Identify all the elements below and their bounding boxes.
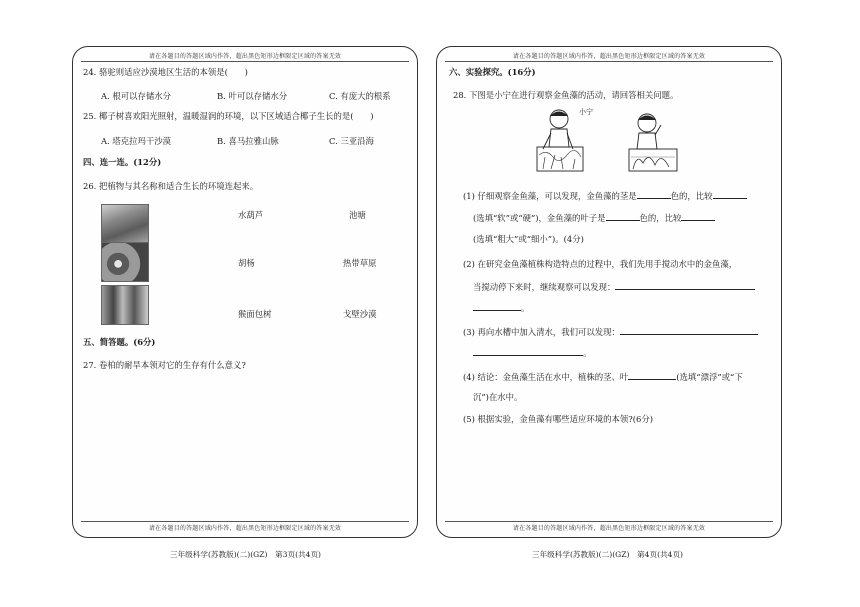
p4-line1 <box>463 371 743 383</box>
question-25-stem: 25. 椰子树喜欢阳光照射，温暖湿润的环境，以下区域适合椰子生长的是( ) <box>83 111 374 121</box>
blank-float-or-sink[interactable] <box>628 371 676 380</box>
desert-photo <box>101 204 149 244</box>
blank-observation-3a[interactable] <box>620 326 758 335</box>
p2-line3 <box>473 302 529 314</box>
p5-line1: (5) 根据实验，金鱼藻有哪些适应环境的本领?(6分) <box>463 414 654 424</box>
p1-line2-text-b: 色的，比较 <box>639 213 682 223</box>
question-24-option-a: A. 根可以存储水分 <box>101 91 171 101</box>
plant-name-1: 水葫芦 <box>238 210 264 220</box>
p2-line3-text: 。 <box>521 303 530 313</box>
blank-stem-hardness[interactable] <box>713 190 747 199</box>
figure-label: 小宁 <box>579 108 593 116</box>
environment-2: 热带草原 <box>343 258 377 268</box>
p1-line1 <box>463 190 747 202</box>
p1-line2-text-a: (选填“软”或“硬”)，金鱼藻的叶子是 <box>473 213 606 223</box>
p1-line2 <box>473 212 715 224</box>
p1-line1-text-a: (1) 仔细观察金鱼藻，可以发现，金鱼藻的茎是 <box>463 191 637 201</box>
section-5-heading: 五、简答题。(6分) <box>83 337 156 347</box>
p4-line1-text-a: (4) 结论：金鱼藻生活在水中，植株的茎、叶 <box>463 372 629 382</box>
top-rule <box>445 61 773 62</box>
environment-1: 池塘 <box>349 210 366 220</box>
blank-observation-2b[interactable] <box>473 302 521 311</box>
p4-line2: 沉”)在水中。 <box>473 392 523 402</box>
environment-3: 戈壁沙漠 <box>343 309 377 319</box>
question-28-stem: 28. 下图是小宁在进行观察金鱼藻的活动，请回答相关问题。 <box>453 90 679 100</box>
top-notice: 请在各题目的答题区域内作答，超出黑色矩形边框限定区域的答案无效 <box>148 53 342 60</box>
answer-sheet-page-4 <box>436 46 782 538</box>
bottom-notice: 请在各题目的答题区域内作答，超出黑色矩形边框限定区域的答案无效 <box>148 525 342 532</box>
blank-observation-2a[interactable] <box>615 281 755 290</box>
question-24-stem: 24. 骆驼则适应沙漠地区生活的本领是( ) <box>83 67 248 77</box>
p2-line1: (2) 在研究金鱼藻植株构造特点的过程中，我们先用手搅动水中的金鱼藻， <box>463 259 738 269</box>
answer-sheet-page-3 <box>72 46 418 538</box>
question-25-option-c: C. 三亚沿海 <box>329 136 374 146</box>
p3-line2-text: 。 <box>583 348 592 358</box>
page-4-footer: 三年级科学(苏教版)(二)(GZ) 第4页(共4页) <box>532 550 684 559</box>
p1-line3: (选填“粗大”或“细小”)。(4分) <box>473 234 584 244</box>
tree-photo <box>101 242 149 282</box>
p2-line2 <box>473 281 755 293</box>
p4-line1-text-b: (选填“漂浮”或“下 <box>676 372 743 382</box>
p3-line1-text: (3) 再向水槽中加入清水，我们可以发现： <box>463 327 620 337</box>
question-24-option-b: B. 叶可以存储水分 <box>217 91 288 101</box>
question-27-stem: 27. 卷柏的耐旱本领对它的生存有什么意义? <box>83 360 246 370</box>
question-24-option-c: C. 有庞大的根系 <box>329 91 391 101</box>
section-6-heading: 六、实验探究。(16分) <box>449 67 536 77</box>
baobab-photo <box>101 285 149 325</box>
blank-leaf-size[interactable] <box>681 212 715 221</box>
section-4-heading: 四、连一连。(12分) <box>83 157 162 167</box>
blank-leaf-color[interactable] <box>606 212 640 221</box>
blank-stem-color[interactable] <box>637 190 671 199</box>
bottom-notice: 请在各题目的答题区域内作答，超出黑色矩形边框限定区域的答案无效 <box>512 525 706 532</box>
p1-line1-text-b: 色的，比较 <box>670 191 713 201</box>
top-rule <box>81 61 409 62</box>
blank-observation-3b[interactable] <box>473 347 583 356</box>
question-25-option-a: A. 塔克拉玛干沙漠 <box>101 136 171 146</box>
question-26-stem: 26. 把植物与其名称和适合生长的环境连起来。 <box>83 181 259 191</box>
page-3-footer: 三年级科学(苏教版)(二)(GZ) 第3页(共4页) <box>170 550 322 559</box>
top-notice: 请在各题目的答题区域内作答，超出黑色矩形边框限定区域的答案无效 <box>512 53 706 60</box>
plant-name-2: 胡杨 <box>238 258 255 268</box>
bottom-rule <box>81 521 409 522</box>
boy-with-tank-illustration <box>533 105 693 177</box>
plant-name-3: 猴面包树 <box>238 309 272 319</box>
p2-line2-text: 当搅动停下来时，继续观察可以发现： <box>473 282 616 292</box>
question-25-option-b: B. 喜马拉雅山脉 <box>217 136 279 146</box>
bottom-rule <box>445 521 773 522</box>
p3-line1 <box>463 326 758 338</box>
p3-line2 <box>473 347 591 359</box>
